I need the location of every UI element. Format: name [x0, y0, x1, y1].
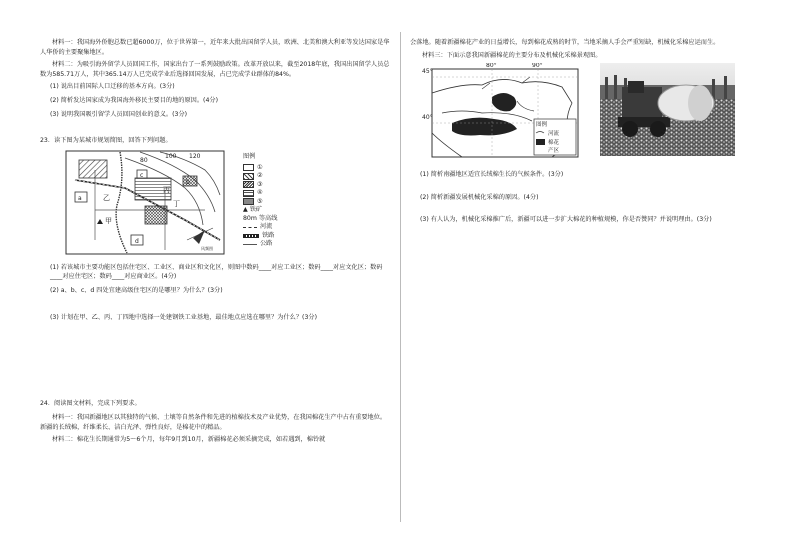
lat-45-label: 45°: [422, 68, 433, 76]
question-23-1: (1) 若该城市主要功能区包括住宅区、工业区、商业区和文化区，则图中数码____对应工业区；数码____对应文化区；数码____对应住宅区；数码____对应商业区。(4分): [50, 263, 383, 281]
question-24-title: 24．阅读图文材料，完成下列要求。: [40, 400, 141, 408]
xinjiang-cotton-figure: [422, 63, 762, 159]
legend-rail-line: [243, 234, 259, 238]
map-legend-title: 图例: [536, 122, 548, 129]
legend-swatch: [243, 181, 254, 188]
cotton-harvester-image: [600, 63, 735, 156]
city-planning-map: [65, 150, 225, 255]
material-3-paragraph: 材料三：下面示意我国新疆棉花的主要分布及机械化采棉景观图。: [422, 51, 602, 59]
legend-label: ④: [257, 189, 263, 197]
legend-rail-label: 铁路: [262, 231, 275, 239]
legend-label: ③: [257, 180, 263, 188]
legend-iron: ▲ 铁矿: [243, 206, 263, 214]
map-legend-river: 河流: [548, 131, 560, 138]
question-24-material-1: 材料一：我国新疆地区以其独特的气候、土壤等自然条件和先进的植棉技术及产业优势，在我国棉花生产中占有重要地位。新疆的长绒棉，纤维柔长、洁白光泽、弹性良好，是棉花中的精品。: [40, 413, 387, 431]
map-legend-cotton-1: 棉花: [548, 140, 560, 147]
legend-label: ②: [257, 172, 263, 180]
legend-road-item: [243, 240, 333, 249]
legend-title: 图例: [243, 152, 256, 160]
material-continuation: 会落地。随着新疆棉花产业的日益增长，每到棉花成熟的时节，当地采摘人手会严重短缺，机械化采棉应运而生。: [410, 39, 720, 46]
map-label-jia: 甲: [105, 216, 112, 225]
legend-label: ①: [257, 163, 263, 171]
map-label-c120: 120: [189, 152, 201, 160]
legend-river-item: [243, 223, 333, 232]
map-label-d: d: [135, 237, 139, 245]
question-22-2: (2) 简析发达国家成为我国海外移民主要目的地的原因。(4分): [50, 97, 218, 105]
zone-shape: [145, 206, 167, 224]
city-planning-figure: [65, 150, 345, 260]
legend-swatch: [243, 173, 254, 180]
question-22-1: (1) 说出目前国际人口迁移的基本方向。(3分): [50, 83, 175, 91]
map-label-ding: 丁: [173, 199, 180, 208]
right-column: [410, 38, 762, 229]
material-2-paragraph: 材料二：为吸引海外留学人员回国工作，国家出台了一系列鼓励政策。改革开放以来，截至2018年底，我国出国留学人员总数为585.71万人，其中365.14万人已完成学业后选择回国发展，占已完成学业群体的84%。: [40, 61, 390, 78]
lon-90-label: 90°: [532, 63, 543, 70]
legend-river-label: 河流: [260, 223, 273, 231]
map-label-yi: 乙: [103, 193, 110, 202]
column-divider: [400, 32, 401, 522]
lat-40-label: 40°: [422, 114, 433, 122]
map-label-b: b: [186, 178, 190, 186]
question-24-2: (2) 简析新疆发展机械化采棉的原因。(4分): [420, 193, 539, 201]
lon-80-label: 80°: [486, 63, 497, 70]
cotton-harvester-photo: [600, 63, 735, 156]
legend-swatch: [243, 190, 254, 197]
map-legend-cotton-2: 产区: [548, 148, 560, 155]
wind-rose-label: 风频图: [201, 245, 213, 251]
question-24-1: (1) 简析南疆地区适宜长绒棉生长的气候条件。(3分): [420, 171, 564, 179]
question-23-2: (2) a、b、c、d 四处宜建高级住宅区的是哪里？为什么？(3分): [50, 287, 223, 295]
legend-swatch: [243, 198, 254, 205]
legend-river-line: [243, 227, 257, 228]
question-23-title: 23．读下图为某城市规划简图，回答下列问题。: [40, 137, 172, 145]
question-24-material-2: 材料二：棉花生长期通常为5～6个月，每年9月到10月，新疆棉花必须采摘完成，如若遇到，棉铃就: [52, 436, 326, 444]
legend-cotton-swatch: [536, 139, 545, 145]
map-label-a: a: [78, 194, 82, 202]
question-22-3: (3) 说明我国吸引留学人员回国创业的意义。(3分): [50, 110, 188, 118]
question-24-3: (3) 有人认为，机械化采棉推广后，新疆可以进一步扩大棉花的种植规模，你是否赞同？并说明理由。(3分): [420, 216, 712, 224]
material-1-paragraph: 材料一：我国海外侨胞总数已超6000万，位于世界第一，近年来大批出国留学人员，欧洲、北美和澳大利亚等发达国家是华人华侨的主要聚集地区。: [40, 39, 390, 56]
xinjiang-cotton-map: [422, 63, 582, 159]
map-label-c: c: [140, 171, 144, 179]
city-map-legend: [243, 152, 333, 249]
map-label-c100: 100: [165, 152, 177, 160]
legend-road-line: [243, 244, 257, 245]
legend-swatch: [243, 164, 254, 171]
legend-road-label: 公路: [260, 240, 273, 248]
zone-shape: [79, 160, 107, 178]
question-23-3: (3) 计划在甲、乙、丙、丁四地中选择一处建钢铁工业基地，最佳地点应选在哪里？为什么？(3分): [50, 313, 317, 321]
map-label-c80: 80: [140, 156, 148, 164]
legend-rail-item: [243, 231, 333, 240]
legend-contour: 80m 等高线: [243, 214, 278, 222]
legend-label: ⑤: [257, 197, 263, 205]
map-label-bing: 丙: [163, 185, 170, 194]
left-column: [40, 38, 392, 448]
